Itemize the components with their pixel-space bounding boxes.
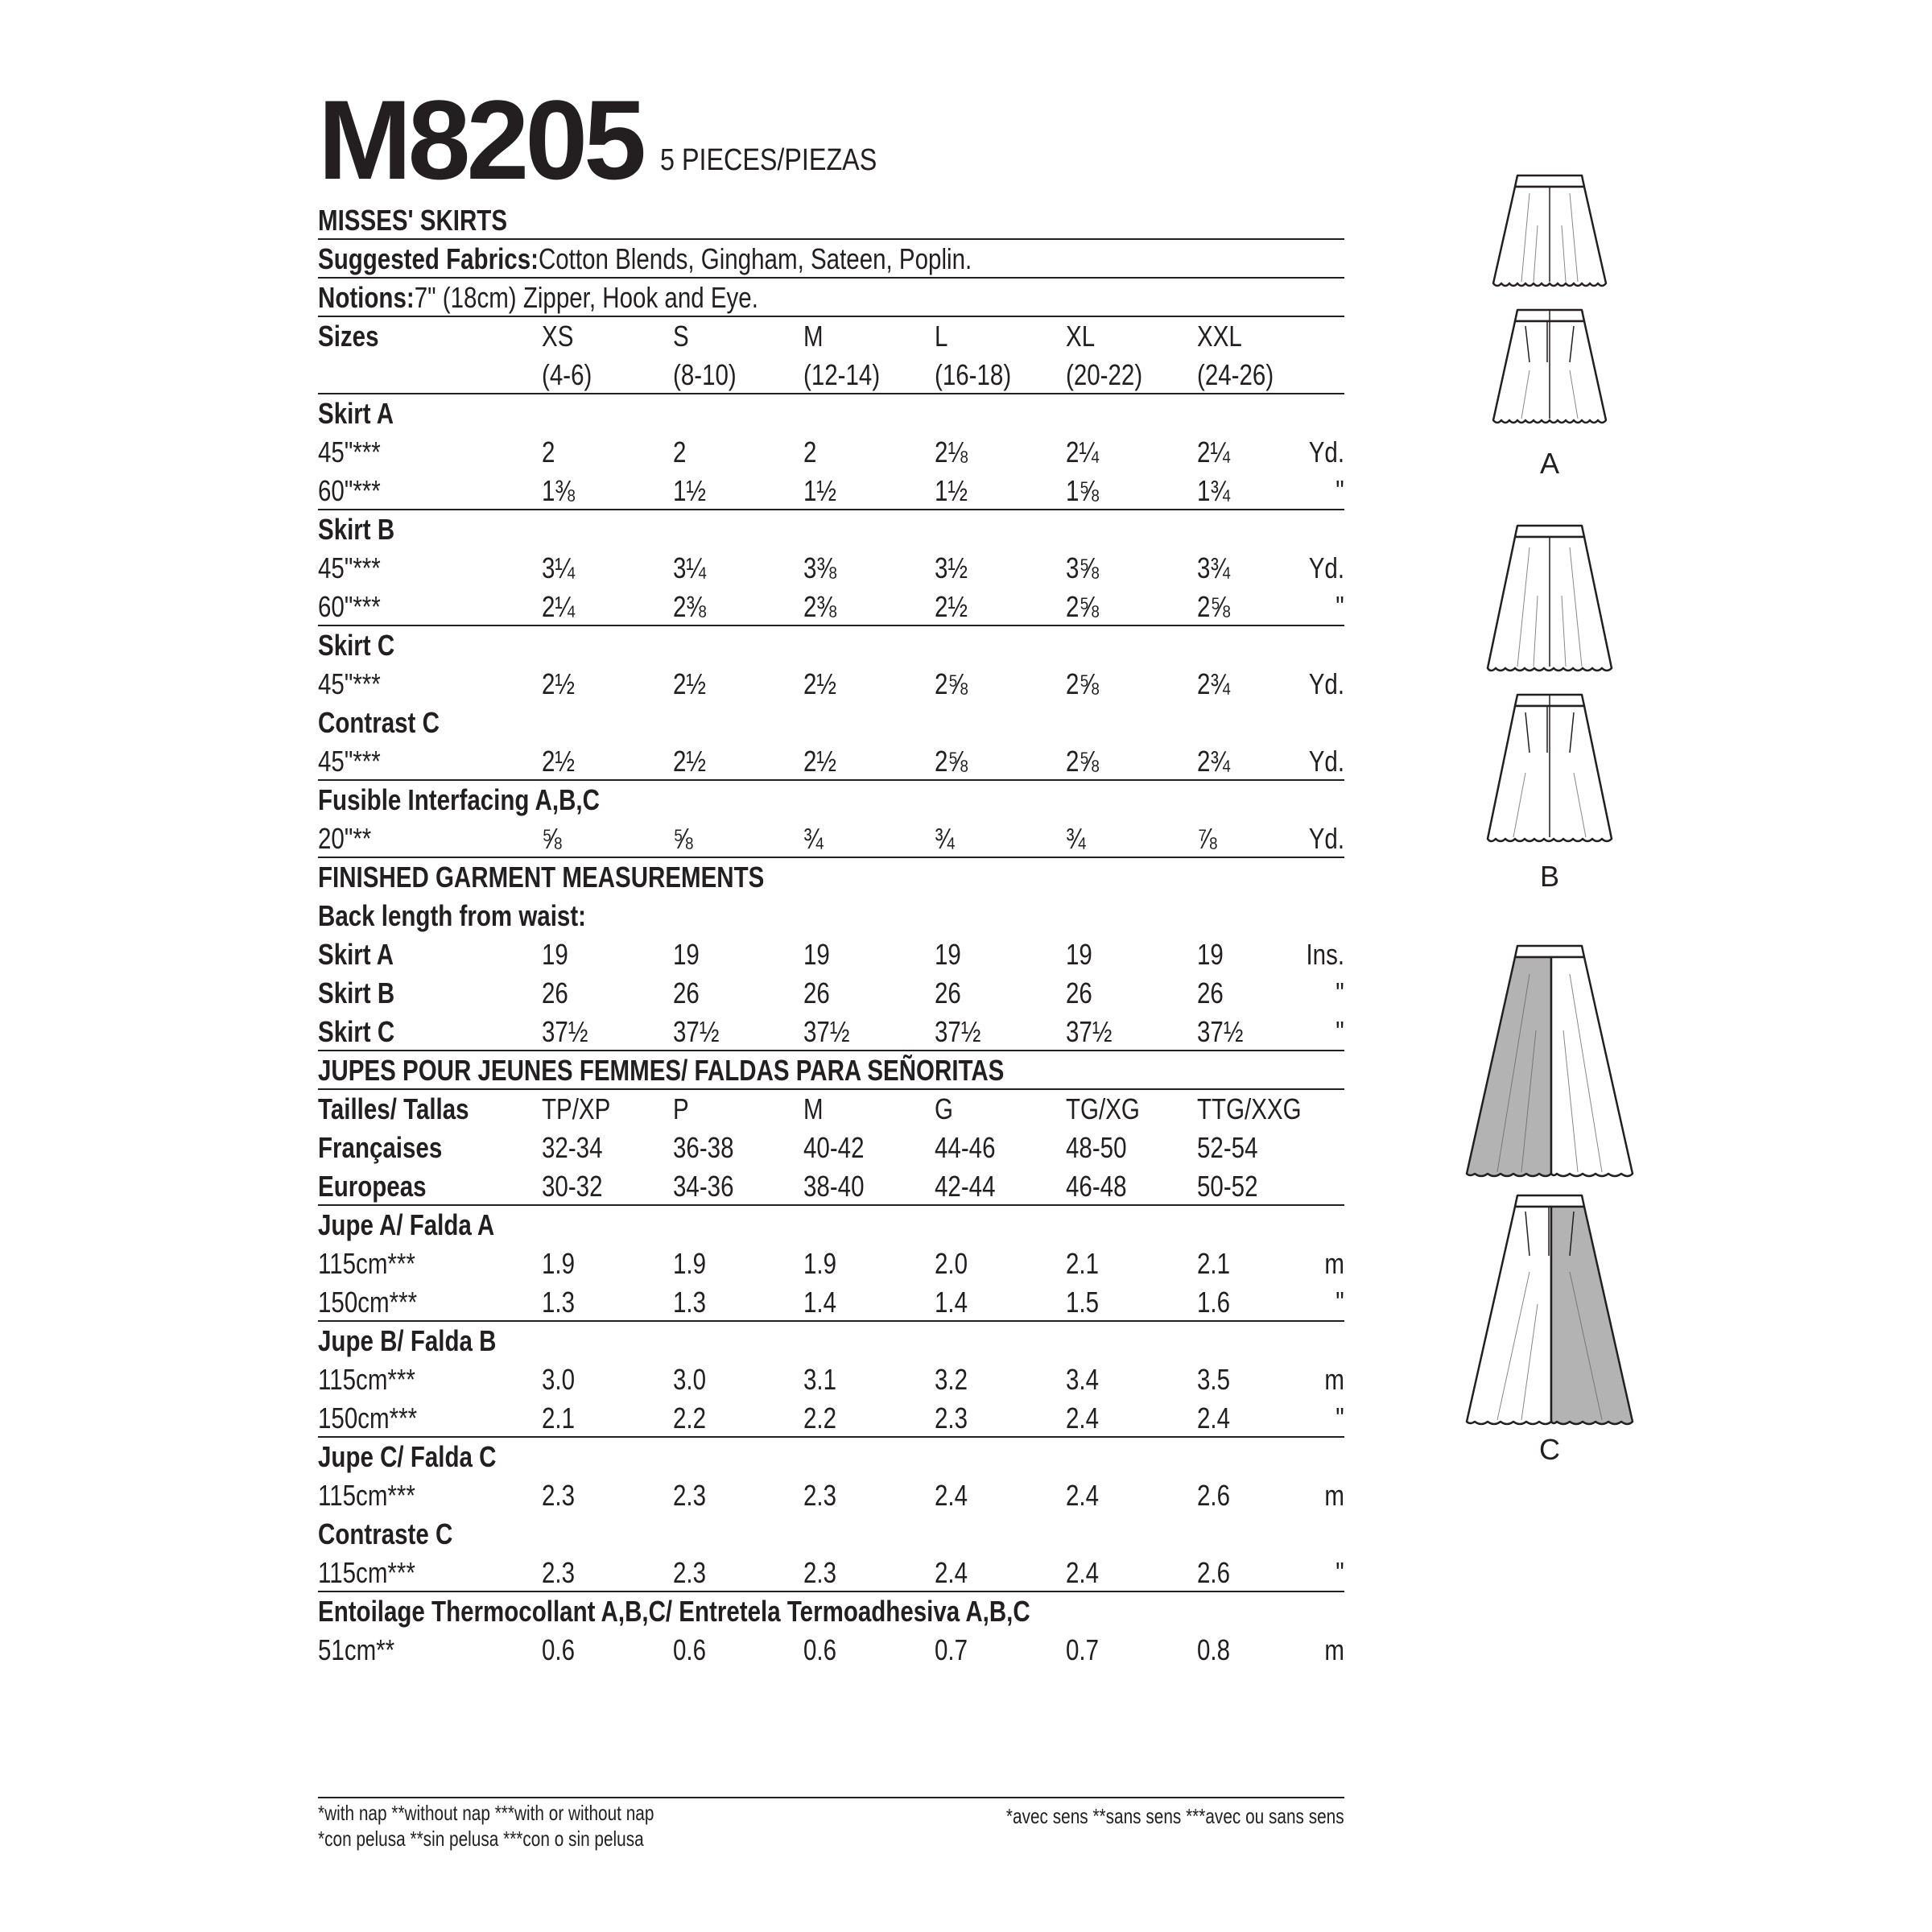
table-cell: L [935,320,948,353]
table-row [318,1515,1344,1554]
yardage-table [318,201,1344,1670]
table-cell: 2.4 [935,1479,968,1512]
row-label: 115cm*** [318,1247,415,1280]
table-cell: M [803,1092,824,1125]
table-cell: 1.9 [542,1247,576,1280]
table-cell: 2⅛ [935,436,968,469]
table-cell: 1.9 [673,1247,707,1280]
table-cell: ¾ [1066,822,1086,855]
table-cell: XL [1066,320,1096,353]
unit-label: " [1335,1015,1344,1048]
table-cell: 2.1 [542,1402,576,1435]
info-label: Notions: [318,281,415,314]
table-row [318,549,1344,588]
unit-label: " [1335,976,1344,1009]
table-cell: 48-50 [1066,1131,1127,1164]
table-cell: 19 [673,938,700,971]
table-row [318,897,1344,935]
unit-label: " [1335,1556,1344,1589]
table-cell: 26 [935,976,961,1009]
table-row [318,394,1344,433]
table-row [318,1167,1344,1206]
unit-label: Yd. [1308,822,1344,855]
table-cell: 0.8 [1197,1633,1231,1666]
skirt-b-front-sketch [1488,526,1612,671]
info-line [318,282,758,314]
table-cell: 1.6 [1197,1286,1231,1319]
table-cell: (8-10) [673,358,737,391]
table-row [318,1631,1344,1670]
table-cell: 2.0 [935,1247,968,1280]
table-row [318,317,1344,356]
table-cell: 3¼ [673,551,707,584]
table-cell: 0.7 [1066,1633,1100,1666]
table-row [318,1554,1344,1592]
view-label-a: A [1539,447,1559,480]
table-cell: 2.3 [542,1479,576,1512]
table-row [318,201,1344,240]
row-label: Françaises [318,1131,443,1164]
table-cell: 2½ [803,745,837,778]
table-cell: 37½ [542,1015,588,1048]
table-cell: 2.3 [803,1479,837,1512]
table-row [318,240,1344,279]
table-row [318,1476,1344,1515]
table-row [318,1438,1344,1476]
row-label: 45"*** [318,551,381,584]
table-row [318,1360,1344,1399]
section-title: MISSES' SKIRTS [318,204,508,237]
row-label: Skirt B [318,976,395,1009]
row-label: Tailles/ Tallas [318,1092,469,1125]
table-cell: 37½ [803,1015,850,1048]
table-cell: (24-26) [1197,358,1274,391]
table-cell: (12-14) [803,358,881,391]
skirt-illustrations [1441,161,1650,1466]
info-text: Cotton Blends, Gingham, Sateen, Poplin. [538,242,972,275]
skirt-sketches [1441,161,1650,1449]
table-row [318,974,1344,1013]
table-cell: S [673,320,689,353]
section-label: Entoilage Thermocollant A,B,C/ Entretela Termoadhesiva A,B,C [318,1595,1030,1628]
table-cell: 3½ [935,551,968,584]
row-label: 115cm*** [318,1363,415,1396]
table-cell: ¾ [803,822,824,855]
table-row [318,626,1344,665]
table-row [318,819,1344,858]
table-cell: 19 [542,938,568,971]
table-cell: 1.4 [803,1286,837,1319]
table-cell: 2⅝ [1197,590,1231,623]
footnote-rule [318,1797,1344,1798]
table-cell: 26 [1197,976,1224,1009]
table-cell: 2½ [673,667,707,700]
skirt-a-front-sketch [1493,175,1606,286]
table-cell: 2.3 [673,1556,707,1589]
unit-label: m [1324,1247,1344,1280]
section-label: Fusible Interfacing A,B,C [318,783,600,816]
table-row [318,704,1344,742]
pattern-number: M8205 [318,76,643,203]
table-cell: 2.6 [1197,1556,1231,1589]
table-cell: XXL [1197,320,1242,353]
table-cell: 2.4 [1197,1402,1231,1435]
unit-label: m [1324,1633,1344,1666]
table-cell: 2 [673,436,687,469]
table-cell: 0.6 [542,1633,576,1666]
table-cell: (16-18) [935,358,1012,391]
table-cell: 2.3 [542,1556,576,1589]
table-cell: 2.1 [1197,1247,1231,1280]
info-text: 7" (18cm) Zipper, Hook and Eye. [414,281,758,314]
skirt-c-back-sketch [1467,1195,1633,1424]
section-label: Contrast C [318,706,440,739]
unit-label: m [1324,1363,1344,1396]
table-cell: 46-48 [1066,1170,1127,1203]
table-cell: 19 [1066,938,1092,971]
row-label: 20"** [318,822,372,855]
table-cell: 2⅝ [1066,745,1100,778]
footnote-english: *with nap **without nap ***with or without nap [318,1801,654,1825]
row-label: 150cm*** [318,1286,418,1319]
table-row [318,1013,1344,1051]
table-cell: 2.2 [673,1402,707,1435]
table-cell: 37½ [1066,1015,1113,1048]
table-cell: 2.4 [1066,1556,1100,1589]
skirt-b-back-sketch [1488,695,1612,841]
unit-label: " [1335,1402,1344,1435]
table-cell: 1⅝ [1066,474,1100,507]
skirt-a-back-sketch [1493,310,1606,423]
table-row [318,279,1344,317]
table-cell: 2.2 [803,1402,837,1435]
section-label: Skirt C [318,629,395,662]
table-row [318,1129,1344,1167]
table-cell: 44-46 [935,1131,996,1164]
table-cell: 2 [803,436,817,469]
table-cell: 2½ [935,590,968,623]
table-cell: 19 [935,938,961,971]
table-cell: 1.4 [935,1286,968,1319]
table-cell: 26 [1066,976,1092,1009]
table-cell: 2½ [542,667,576,700]
table-cell: 26 [542,976,568,1009]
table-cell: 19 [803,938,830,971]
table-cell: 3.0 [542,1363,576,1396]
unit-label: " [1335,1286,1344,1319]
table-row [318,1051,1344,1090]
table-cell: 1.3 [673,1286,707,1319]
table-row [318,356,1344,394]
section-label: Jupe C/ Falda C [318,1440,497,1473]
row-label: 45"*** [318,667,381,700]
table-cell: 37½ [1197,1015,1244,1048]
table-cell: 1½ [673,474,707,507]
table-cell: 34-36 [673,1170,734,1203]
table-cell: 3¾ [1197,551,1231,584]
table-cell: 2.4 [1066,1402,1100,1435]
table-cell: 2.3 [803,1556,837,1589]
table-cell: TTG/XXG [1197,1092,1302,1125]
row-label: Europeas [318,1170,427,1203]
table-cell: 2.6 [1197,1479,1231,1512]
table-cell: 2⅝ [1066,590,1100,623]
table-row [318,472,1344,510]
section-label: Skirt A [318,397,394,430]
table-cell: 2¼ [542,590,576,623]
footnote-french: *avec sens **sans sens ***avec ou sans sens [1006,1804,1344,1828]
table-cell: ⅝ [542,822,562,855]
table-cell: 1.9 [803,1247,837,1280]
table-cell: 2¼ [1197,436,1231,469]
info-label: Suggested Fabrics: [318,242,539,275]
table-cell: 2½ [542,745,576,778]
table-cell: 36-38 [673,1131,734,1164]
unit-label: Yd. [1308,436,1344,469]
table-cell: 2⅝ [935,745,968,778]
table-cell: 1.3 [542,1286,576,1319]
table-cell: TG/XG [1066,1092,1140,1125]
table-cell: 2⅜ [803,590,837,623]
table-cell: 2¼ [1066,436,1100,469]
table-cell: 37½ [935,1015,981,1048]
table-cell: 0.7 [935,1633,968,1666]
table-cell: TP/XP [542,1092,611,1125]
table-row [318,1245,1344,1283]
table-cell: 38-40 [803,1170,865,1203]
footnote-spanish: *con pelusa **sin pelusa ***con o sin pelusa [318,1827,644,1851]
table-cell: ¾ [935,822,955,855]
table-cell: 2¾ [1197,667,1231,700]
table-cell: 32-34 [542,1131,603,1164]
section-label: Back length from waist: [318,899,586,932]
table-cell: 2.3 [935,1402,968,1435]
table-cell: ⅝ [673,822,693,855]
table-cell: 2 [542,436,555,469]
section-label: Jupe B/ Falda B [318,1324,497,1357]
table-cell: 1½ [803,474,837,507]
section-label: Jupe A/ Falda A [318,1208,495,1241]
table-cell: 0.6 [803,1633,837,1666]
table-cell: 0.6 [673,1633,707,1666]
table-row [318,433,1344,472]
table-cell: 2.3 [673,1479,707,1512]
table-cell: 3.5 [1197,1363,1231,1396]
unit-label: Yd. [1308,745,1344,778]
section-label: Skirt B [318,513,395,546]
view-label-c: C [1539,1433,1560,1466]
table-cell: 30-32 [542,1170,603,1203]
table-cell: G [935,1092,953,1125]
table-cell: 2⅜ [673,590,707,623]
view-label-b: B [1539,860,1559,893]
table-cell: 3.2 [935,1363,968,1396]
row-label: 115cm*** [318,1556,415,1589]
table-cell: 19 [1197,938,1224,971]
table-row [318,510,1344,549]
table-cell: P [673,1092,689,1125]
table-cell: 42-44 [935,1170,996,1203]
unit-label: Yd. [1308,551,1344,584]
table-cell: 3.4 [1066,1363,1100,1396]
table-cell: 26 [673,976,700,1009]
row-label: 51cm** [318,1633,395,1666]
table-cell: M [803,320,824,353]
table-row [318,1592,1344,1631]
skirt-c-front-sketch [1467,946,1633,1176]
table-cell: 26 [803,976,830,1009]
info-line [318,243,972,275]
table-row [318,1399,1344,1438]
table-cell: 1½ [935,474,968,507]
row-label: 45"*** [318,436,381,469]
table-cell: (4-6) [542,358,592,391]
table-cell: 2⅝ [935,667,968,700]
row-label: 115cm*** [318,1479,415,1512]
table-cell: (20-22) [1066,358,1143,391]
unit-label: " [1335,474,1344,507]
section-title: FINISHED GARMENT MEASUREMENTS [318,861,765,894]
table-row [318,858,1344,897]
row-label: 60"*** [318,590,381,623]
table-cell: 50-52 [1197,1170,1258,1203]
table-cell: 1.5 [1066,1286,1100,1319]
row-label: 60"*** [318,474,381,507]
table-cell: 3.0 [673,1363,707,1396]
unit-label: Yd. [1308,667,1344,700]
table-cell: 3¼ [542,551,576,584]
row-label: Skirt C [318,1015,395,1048]
section-label: Contraste C [318,1517,453,1550]
table-row [318,742,1344,781]
table-cell: 52-54 [1197,1131,1258,1164]
table-cell: 2.1 [1066,1247,1100,1280]
table-cell: ⅞ [1197,822,1217,855]
table-cell: XS [542,320,574,353]
table-row [318,1090,1344,1129]
table-cell: 2⅝ [1066,667,1100,700]
table-cell: 3⅜ [803,551,837,584]
row-label: Skirt A [318,938,394,971]
unit-label: m [1324,1479,1344,1512]
row-label: 150cm*** [318,1402,418,1435]
table-cell: 40-42 [803,1131,865,1164]
table-cell: 2½ [803,667,837,700]
unit-label: " [1335,590,1344,623]
table-row [318,588,1344,626]
table-cell: 1⅜ [542,474,576,507]
section-title: JUPES POUR JEUNES FEMMES/ FALDAS PARA SEÑORITAS [318,1054,1005,1087]
table-cell: 2½ [673,745,707,778]
row-label: 45"*** [318,745,381,778]
table-cell: 2¾ [1197,745,1231,778]
table-row [318,935,1344,974]
table-cell: 1¾ [1197,474,1231,507]
table-cell: 3⅝ [1066,551,1100,584]
table-row [318,1206,1344,1245]
table-cell: 37½ [673,1015,720,1048]
table-cell: 2.4 [935,1556,968,1589]
table-cell: 3.1 [803,1363,837,1396]
pieces-count: 5 PIECES/PIEZAS [660,143,877,177]
table-cell: 2.4 [1066,1479,1100,1512]
table-row [318,1283,1344,1322]
unit-label: Ins. [1306,938,1344,971]
table-row [318,665,1344,704]
table-row [318,1322,1344,1360]
row-label: Sizes [318,320,379,353]
table-row [318,781,1344,819]
